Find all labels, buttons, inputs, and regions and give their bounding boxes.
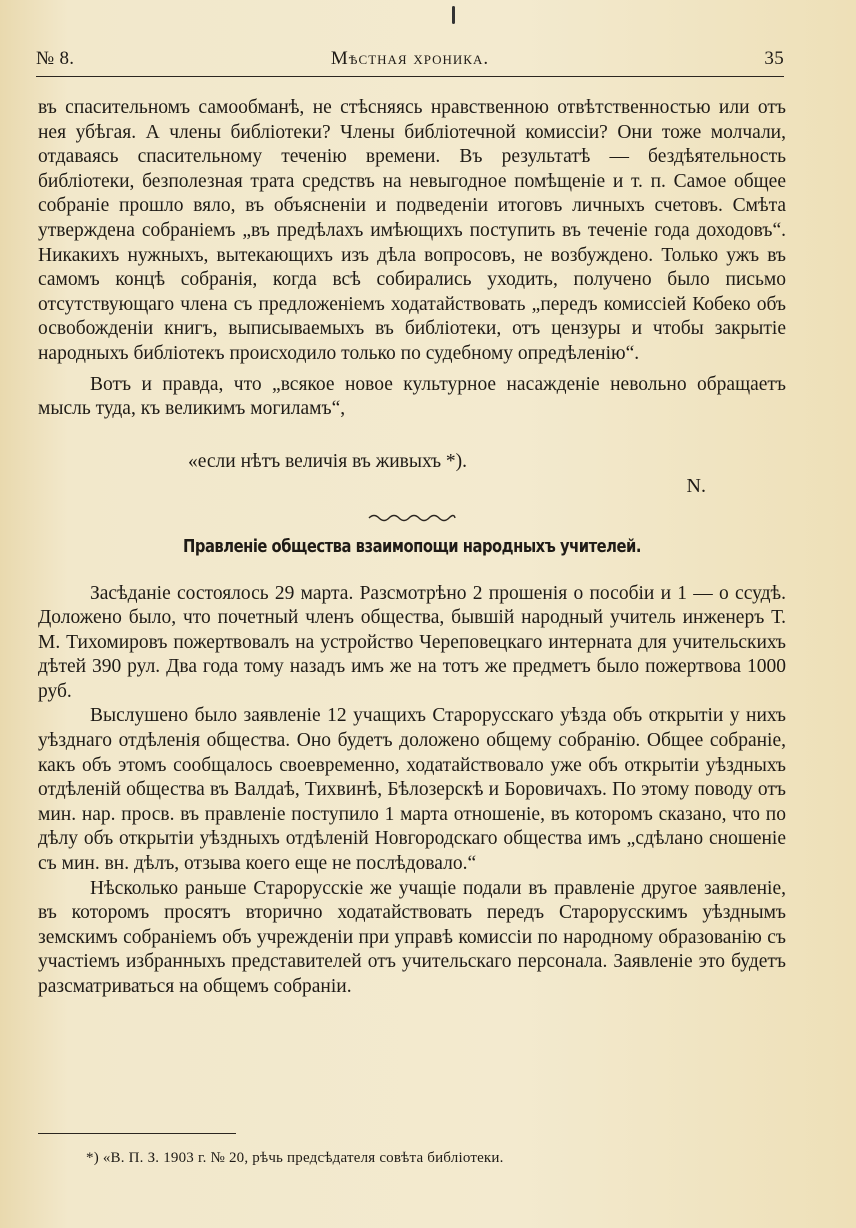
signature: N. — [686, 475, 706, 498]
paragraph-2: Вотъ и правда, что „всякое новое культурное насажденіе невольно обращаетъ мысль туда, къ великимъ могиламъ“, — [38, 373, 786, 420]
footnote-rule — [38, 1133, 236, 1134]
section-divider-ornament — [367, 513, 457, 523]
header-rule — [36, 76, 784, 77]
ink-mark — [452, 6, 455, 24]
page-number: 35 — [764, 48, 784, 69]
issue-number: № 8. — [36, 48, 75, 69]
body-text — [38, 96, 786, 1000]
poem-quote: «если нѣтъ величія въ живыхъ *). — [188, 450, 468, 472]
paragraph-3: Засѣданіе состоялось 29 марта. Разсмотрѣно 2 прошенія о пособіи и 1 — о ссудѣ. Доложено было, что почетный членъ общества, бывшій народный учитель инженеръ Т. М. Тихомировъ пожертвовалъ на устройство Череповецкаго интерната для учительскихъ дѣтей 390 рул. Два года тому назадъ имъ же на тотъ же предметъ было пожертвова 1000 руб. — [38, 582, 786, 702]
paragraph-5: Нѣсколько раньше Старорусскіе же учащіе подали въ правленіе другое заявленіе, въ которомъ просятъ вторично ходатайствовать передъ Старорусскимъ уѣзднымъ земскимъ собраніемъ объ учрежденіи при управѣ комиссіи по народному образованію съ участіемъ избранныхъ представителей отъ учительскаго персонала. Заявленіе это будетъ разсматриваться на общемъ собраніи. — [38, 877, 786, 997]
section-title: Мѣстная хроника. — [330, 48, 490, 69]
running-header — [36, 48, 784, 74]
footnote: *) «В. П. З. 1903 г. № 20, рѣчь предсѣдателя совѣта библіотеки. — [86, 1150, 504, 1166]
paragraph-4: Выслушено было заявленіе 12 учащихъ Старорусскаго уѣзда объ открытіи у нихъ уѣзднаго отдѣленія общества. Оно будетъ доложено общему собранію. Общее собраніе, какъ объ этомъ сообщалось своевременно, ходатайствовало уже объ открытіи уѣздныхъ отдѣленій общества въ Валдаѣ, Тихвинѣ, Бѣлозерскѣ и Боровичахъ. По этому поводу отъ мин. нар. просв. въ правленіе поступило 1 марта отношеніе, въ которомъ сказано, что по дѣлу объ открытіи уѣздныхъ отдѣленій Новгородскаго общества имъ „сдѣлано сношеніе съ мин. вн. дѣлъ, отзыва коего еще не послѣдовало.“ — [38, 705, 786, 875]
paragraph-1: въ спасительномъ самообманѣ, не стѣсняясь нравственною отвѣтственностью или отъ нея убѣгая. А члены библіотеки? Члены библіотечной комиссіи? Они тоже молчали, отдаваясь спасительному теченію времени. Въ результатѣ — бездѣятельность библіотеки, безполезная трата средствъ на невыгодное помѣщеніе и т. п. Самое общее собраніе прошло вяло, въ объясненіи и подведеніи итоговъ личныхъ счетовъ. Смѣта утверждена собраніемъ „въ предѣлахъ имѣющихъ поступить въ теченіе года доходовъ“. Никакихъ нужныхъ, вытекающихъ изъ дѣла вопросовъ, не возбуждено. Только ужъ въ самомъ концѣ собранія, когда всѣ собирались уходить, получено было письмо отсутствующаго члена съ предложеніемъ ходатайствовать „передъ комиссіей Кобеко объ освобожденіи книгъ, выписываемыхъ въ библіотеки, отъ цензуры и чтобы закрытіе народныхъ библіотекъ происходило только по судебному опредѣленію“. — [38, 97, 786, 364]
section-heading: Правленіе общества взаимопощи народныхъ учителей. — [183, 535, 641, 557]
